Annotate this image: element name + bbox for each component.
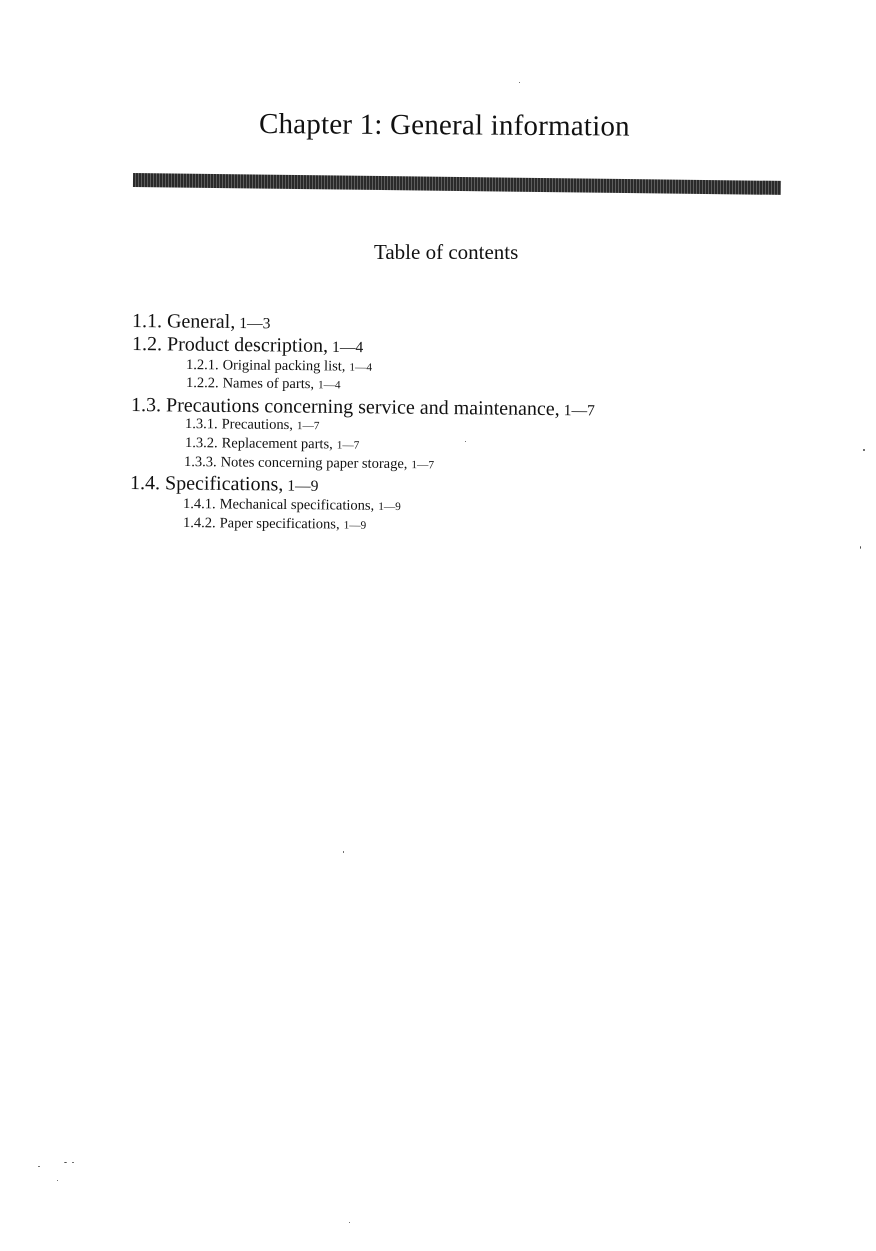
toc-entry	[130, 472, 319, 497]
scan-speck	[519, 82, 520, 83]
toc-entry-title: Specifications,	[164, 472, 284, 496]
toc-entry-number: 1.1.	[131, 310, 163, 333]
toc-entry	[132, 333, 363, 358]
toc-entry-title: Mechanical specifications,	[219, 496, 375, 514]
title-rule	[133, 173, 781, 195]
toc-entry-title: Precautions concerning service and maintenance,	[165, 394, 560, 421]
toc-entry-page: 1—7	[296, 420, 320, 433]
toc-subentry	[183, 515, 366, 534]
toc-entry-page: 1—9	[343, 519, 367, 532]
toc-entry-number: 1.4.2.	[182, 515, 216, 532]
toc-entry-page: 1—7	[411, 459, 435, 472]
scan-speck	[343, 851, 344, 853]
toc-entry-page: 1—7	[336, 439, 360, 452]
scan-speck	[38, 1166, 40, 1167]
toc-entry-page: 1—4	[331, 338, 364, 357]
toc-subentry	[184, 454, 434, 473]
toc-entry-title: Paper specifications,	[219, 515, 340, 533]
toc-entry-number: 1.4.1.	[182, 496, 216, 513]
toc-entry-title: Names of parts,	[222, 375, 315, 393]
toc-entry-page: 1—4	[317, 379, 341, 392]
toc-entry-page: 1—3	[239, 315, 271, 333]
toc-entry-page: 1—4	[349, 361, 373, 374]
toc-entry-page: 1—7	[563, 402, 595, 420]
toc-entry-number: 1.3.2.	[184, 435, 218, 452]
toc-entry	[132, 310, 271, 334]
scan-speck	[860, 546, 861, 549]
toc-entry-page: 1—9	[287, 477, 319, 495]
toc-entry-number: 1.3.	[130, 394, 162, 417]
toc-entry-title: Notes concerning paper storage,	[220, 454, 408, 473]
scan-speck	[72, 1162, 74, 1163]
toc-entry-title: Replacement parts,	[221, 435, 333, 453]
toc-subentry	[185, 416, 320, 434]
toc-entry-number: 1.2.	[131, 333, 163, 356]
scan-speck	[863, 449, 865, 451]
toc-entry-page: 1—9	[378, 500, 401, 514]
toc-heading: Table of contents	[374, 240, 519, 264]
toc-entry-title: Product description,	[166, 333, 329, 357]
toc-entry-title: General,	[166, 310, 236, 333]
toc-entry-number: 1.2.2.	[185, 375, 219, 392]
toc-entry-number: 1.3.1.	[184, 416, 218, 433]
scan-speck	[465, 441, 466, 442]
toc-entry-number: 1.2.1.	[185, 357, 219, 374]
toc-subentry	[186, 375, 341, 393]
toc-entry-number: 1.3.3.	[183, 454, 217, 471]
toc-entry-number: 1.4.	[129, 472, 161, 495]
toc-subentry	[186, 357, 372, 376]
toc-subentry	[183, 496, 401, 515]
scan-speck	[349, 1222, 350, 1223]
scan-speck	[64, 1162, 67, 1163]
scan-speck	[57, 1180, 58, 1181]
toc-subentry	[185, 435, 359, 454]
chapter-title: Chapter 1: General information	[258, 108, 630, 143]
toc-entry-title: Original packing list,	[222, 357, 346, 375]
toc-entry-title: Precautions,	[221, 416, 293, 434]
